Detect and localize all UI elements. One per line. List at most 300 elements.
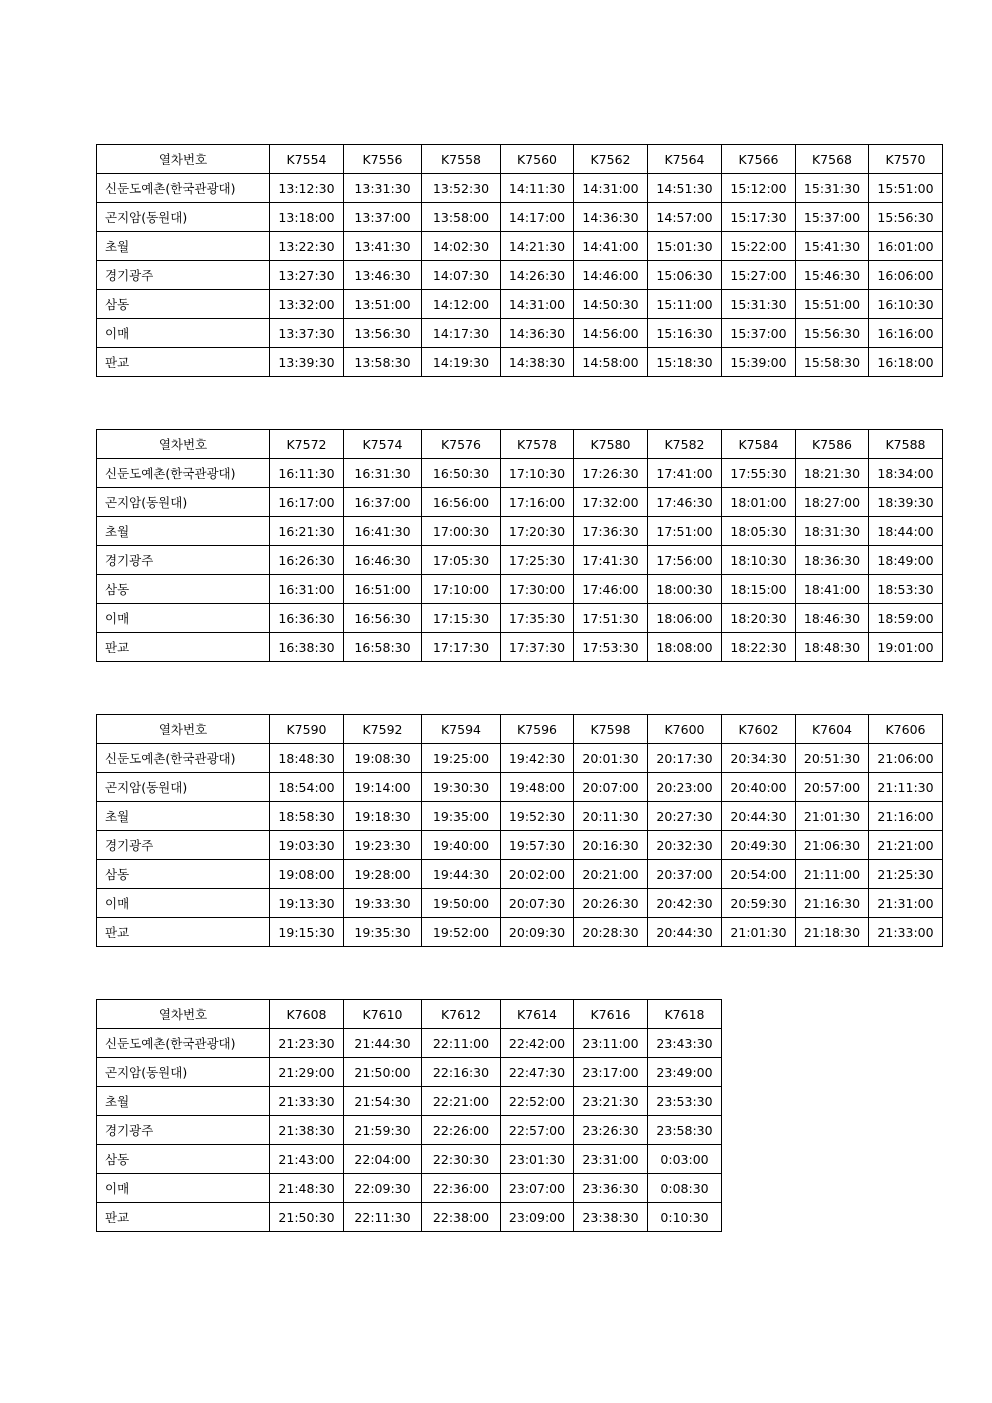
departure-time: 17:46:00 (574, 575, 648, 604)
departure-time: 21:54:30 (344, 1087, 422, 1116)
departure-time: 17:37:30 (501, 633, 574, 662)
departure-time: 20:21:00 (574, 860, 648, 889)
departure-time: 17:16:00 (501, 488, 574, 517)
departure-time: 21:25:30 (869, 860, 943, 889)
departure-time: 15:06:30 (648, 261, 722, 290)
station-name: 초월 (97, 232, 270, 261)
departure-time: 22:57:00 (501, 1116, 574, 1145)
departure-time: 16:51:00 (344, 575, 422, 604)
departure-time: 13:37:00 (344, 203, 422, 232)
station-name: 곤지암(동원대) (97, 488, 270, 517)
departure-time: 0:03:00 (648, 1145, 722, 1174)
departure-time: 15:56:30 (796, 319, 869, 348)
station-name: 신둔도예촌(한국관광대) (97, 174, 270, 203)
departure-time: 13:18:00 (270, 203, 344, 232)
departure-time: 18:22:30 (722, 633, 796, 662)
header-label: 열차번호 (97, 715, 270, 744)
departure-time: 18:05:30 (722, 517, 796, 546)
departure-time: 19:33:30 (344, 889, 422, 918)
train-number: K7612 (422, 1000, 501, 1029)
train-number: K7560 (501, 145, 574, 174)
departure-time: 15:58:30 (796, 348, 869, 377)
departure-time: 20:40:00 (722, 773, 796, 802)
station-name: 삼동 (97, 290, 270, 319)
departure-time: 14:50:30 (574, 290, 648, 319)
table-row (97, 1174, 722, 1203)
station-name: 곤지암(동원대) (97, 773, 270, 802)
departure-time: 18:36:30 (796, 546, 869, 575)
departure-time: 22:09:30 (344, 1174, 422, 1203)
departure-time: 17:10:00 (422, 575, 501, 604)
departure-time: 22:16:30 (422, 1058, 501, 1087)
departure-time: 15:16:30 (648, 319, 722, 348)
station-name: 판교 (97, 918, 270, 947)
station-name: 판교 (97, 1203, 270, 1232)
departure-time: 19:08:30 (344, 744, 422, 773)
departure-time: 16:06:00 (869, 261, 943, 290)
departure-time: 18:41:00 (796, 575, 869, 604)
departure-time: 16:56:00 (422, 488, 501, 517)
departure-time: 21:06:00 (869, 744, 943, 773)
departure-time: 17:41:30 (574, 546, 648, 575)
train-number: K7576 (422, 430, 501, 459)
departure-time: 16:50:30 (422, 459, 501, 488)
departure-time: 14:02:30 (422, 232, 501, 261)
train-number: K7568 (796, 145, 869, 174)
departure-time: 15:11:00 (648, 290, 722, 319)
departure-time: 18:27:00 (796, 488, 869, 517)
departure-time: 14:41:00 (574, 232, 648, 261)
departure-time: 17:00:30 (422, 517, 501, 546)
departure-time: 18:00:30 (648, 575, 722, 604)
departure-time: 18:06:00 (648, 604, 722, 633)
station-name: 초월 (97, 517, 270, 546)
station-name: 판교 (97, 348, 270, 377)
departure-time: 22:30:30 (422, 1145, 501, 1174)
departure-time: 20:01:30 (574, 744, 648, 773)
station-name: 경기광주 (97, 831, 270, 860)
departure-time: 13:56:30 (344, 319, 422, 348)
departure-time: 16:21:30 (270, 517, 344, 546)
timetable-2 (96, 429, 943, 662)
train-number: K7566 (722, 145, 796, 174)
departure-time: 20:54:00 (722, 860, 796, 889)
departure-time: 21:59:30 (344, 1116, 422, 1145)
departure-time: 19:01:00 (869, 633, 943, 662)
departure-time: 18:01:00 (722, 488, 796, 517)
train-number: K7554 (270, 145, 344, 174)
departure-time: 14:38:30 (501, 348, 574, 377)
table-row (97, 348, 943, 377)
departure-time: 19:44:30 (422, 860, 501, 889)
departure-time: 17:05:30 (422, 546, 501, 575)
departure-time: 16:36:30 (270, 604, 344, 633)
table-row (97, 918, 943, 947)
departure-time: 13:27:30 (270, 261, 344, 290)
departure-time: 18:10:30 (722, 546, 796, 575)
departure-time: 13:52:30 (422, 174, 501, 203)
station-name: 이매 (97, 1174, 270, 1203)
departure-time: 15:27:00 (722, 261, 796, 290)
departure-time: 21:43:00 (270, 1145, 344, 1174)
departure-time: 20:44:30 (722, 802, 796, 831)
departure-time: 14:56:00 (574, 319, 648, 348)
departure-time: 18:54:00 (270, 773, 344, 802)
header-row (97, 715, 943, 744)
departure-time: 15:41:30 (796, 232, 869, 261)
departure-time: 16:56:30 (344, 604, 422, 633)
train-number: K7600 (648, 715, 722, 744)
departure-time: 20:59:30 (722, 889, 796, 918)
departure-time: 20:27:30 (648, 802, 722, 831)
departure-time: 20:42:30 (648, 889, 722, 918)
departure-time: 22:47:30 (501, 1058, 574, 1087)
station-name: 신둔도예촌(한국관광대) (97, 744, 270, 773)
table-row (97, 604, 943, 633)
train-number: K7562 (574, 145, 648, 174)
departure-time: 16:11:30 (270, 459, 344, 488)
header-row (97, 430, 943, 459)
departure-time: 23:21:30 (574, 1087, 648, 1116)
departure-time: 16:16:00 (869, 319, 943, 348)
departure-time: 17:51:00 (648, 517, 722, 546)
departure-time: 0:08:30 (648, 1174, 722, 1203)
departure-time: 19:08:00 (270, 860, 344, 889)
departure-time: 17:56:00 (648, 546, 722, 575)
train-number: K7556 (344, 145, 422, 174)
departure-time: 19:52:00 (422, 918, 501, 947)
departure-time: 21:33:00 (869, 918, 943, 947)
departure-time: 17:51:30 (574, 604, 648, 633)
departure-time: 19:35:00 (422, 802, 501, 831)
departure-time: 18:48:30 (796, 633, 869, 662)
departure-time: 22:04:00 (344, 1145, 422, 1174)
departure-time: 13:22:30 (270, 232, 344, 261)
departure-time: 17:26:30 (574, 459, 648, 488)
departure-time: 17:35:30 (501, 604, 574, 633)
departure-time: 14:12:00 (422, 290, 501, 319)
departure-time: 16:37:00 (344, 488, 422, 517)
departure-time: 14:36:30 (501, 319, 574, 348)
departure-time: 14:07:30 (422, 261, 501, 290)
departure-time: 20:02:00 (501, 860, 574, 889)
table-row (97, 1029, 722, 1058)
departure-time: 21:29:00 (270, 1058, 344, 1087)
table-row (97, 488, 943, 517)
table-row (97, 546, 943, 575)
train-number: K7608 (270, 1000, 344, 1029)
train-number: K7602 (722, 715, 796, 744)
departure-time: 15:01:30 (648, 232, 722, 261)
station-name: 신둔도예촌(한국관광대) (97, 1029, 270, 1058)
departure-time: 22:26:00 (422, 1116, 501, 1145)
departure-time: 15:17:30 (722, 203, 796, 232)
departure-time: 18:46:30 (796, 604, 869, 633)
departure-time: 21:11:30 (869, 773, 943, 802)
departure-time: 17:41:00 (648, 459, 722, 488)
table-row (97, 1087, 722, 1116)
departure-time: 19:18:30 (344, 802, 422, 831)
departure-time: 13:37:30 (270, 319, 344, 348)
departure-time: 16:18:00 (869, 348, 943, 377)
departure-time: 20:32:30 (648, 831, 722, 860)
departure-time: 19:23:30 (344, 831, 422, 860)
departure-time: 20:17:30 (648, 744, 722, 773)
departure-time: 21:18:30 (796, 918, 869, 947)
table-row (97, 575, 943, 604)
departure-time: 13:31:30 (344, 174, 422, 203)
header-label: 열차번호 (97, 1000, 270, 1029)
departure-time: 19:25:00 (422, 744, 501, 773)
train-number: K7606 (869, 715, 943, 744)
departure-time: 22:52:00 (501, 1087, 574, 1116)
departure-time: 21:33:30 (270, 1087, 344, 1116)
departure-time: 17:10:30 (501, 459, 574, 488)
departure-time: 21:23:30 (270, 1029, 344, 1058)
station-name: 초월 (97, 802, 270, 831)
departure-time: 17:15:30 (422, 604, 501, 633)
departure-time: 19:15:30 (270, 918, 344, 947)
departure-time: 22:21:00 (422, 1087, 501, 1116)
departure-time: 22:36:00 (422, 1174, 501, 1203)
departure-time: 20:51:30 (796, 744, 869, 773)
departure-time: 17:32:00 (574, 488, 648, 517)
table-row (97, 773, 943, 802)
train-number: K7604 (796, 715, 869, 744)
departure-time: 19:52:30 (501, 802, 574, 831)
departure-time: 13:41:30 (344, 232, 422, 261)
timetable-1 (96, 144, 943, 377)
departure-time: 14:11:30 (501, 174, 574, 203)
departure-time: 21:38:30 (270, 1116, 344, 1145)
departure-time: 15:56:30 (869, 203, 943, 232)
departure-time: 21:50:30 (270, 1203, 344, 1232)
station-name: 이매 (97, 604, 270, 633)
departure-time: 17:53:30 (574, 633, 648, 662)
departure-time: 23:36:30 (574, 1174, 648, 1203)
station-name: 초월 (97, 1087, 270, 1116)
departure-time: 19:35:30 (344, 918, 422, 947)
departure-time: 20:09:30 (501, 918, 574, 947)
departure-time: 17:17:30 (422, 633, 501, 662)
departure-time: 14:21:30 (501, 232, 574, 261)
departure-time: 20:49:30 (722, 831, 796, 860)
departure-time: 20:16:30 (574, 831, 648, 860)
train-number: K7558 (422, 145, 501, 174)
train-number: K7596 (501, 715, 574, 744)
departure-time: 18:48:30 (270, 744, 344, 773)
departure-time: 15:37:00 (796, 203, 869, 232)
departure-time: 19:14:00 (344, 773, 422, 802)
train-number: K7588 (869, 430, 943, 459)
header-row (97, 145, 943, 174)
departure-time: 18:39:30 (869, 488, 943, 517)
departure-time: 20:57:00 (796, 773, 869, 802)
departure-time: 15:31:30 (722, 290, 796, 319)
table-row (97, 1145, 722, 1174)
departure-time: 16:31:00 (270, 575, 344, 604)
table-row (97, 831, 943, 860)
departure-time: 14:46:00 (574, 261, 648, 290)
departure-time: 23:31:00 (574, 1145, 648, 1174)
train-number: K7594 (422, 715, 501, 744)
departure-time: 22:42:00 (501, 1029, 574, 1058)
departure-time: 18:34:00 (869, 459, 943, 488)
train-number: K7578 (501, 430, 574, 459)
departure-time: 15:51:00 (869, 174, 943, 203)
train-number: K7574 (344, 430, 422, 459)
station-name: 삼동 (97, 575, 270, 604)
departure-time: 16:46:30 (344, 546, 422, 575)
train-number: K7572 (270, 430, 344, 459)
departure-time: 20:34:30 (722, 744, 796, 773)
departure-time: 18:21:30 (796, 459, 869, 488)
departure-time: 15:18:30 (648, 348, 722, 377)
departure-time: 13:51:00 (344, 290, 422, 319)
departure-time: 23:38:30 (574, 1203, 648, 1232)
departure-time: 17:36:30 (574, 517, 648, 546)
departure-time: 17:46:30 (648, 488, 722, 517)
table-row (97, 517, 943, 546)
station-name: 곤지암(동원대) (97, 1058, 270, 1087)
departure-time: 17:25:30 (501, 546, 574, 575)
departure-time: 19:30:30 (422, 773, 501, 802)
departure-time: 22:38:00 (422, 1203, 501, 1232)
departure-time: 13:58:00 (422, 203, 501, 232)
departure-time: 21:21:00 (869, 831, 943, 860)
departure-time: 15:12:00 (722, 174, 796, 203)
station-name: 경기광주 (97, 261, 270, 290)
departure-time: 16:58:30 (344, 633, 422, 662)
train-number: K7592 (344, 715, 422, 744)
station-name: 경기광주 (97, 1116, 270, 1145)
departure-time: 18:58:30 (270, 802, 344, 831)
train-number: K7598 (574, 715, 648, 744)
departure-time: 15:39:00 (722, 348, 796, 377)
station-name: 삼동 (97, 1145, 270, 1174)
table-row (97, 744, 943, 773)
departure-time: 21:01:30 (796, 802, 869, 831)
timetable-3 (96, 714, 943, 947)
departure-time: 18:53:30 (869, 575, 943, 604)
train-number: K7564 (648, 145, 722, 174)
departure-time: 19:13:30 (270, 889, 344, 918)
departure-time: 19:48:00 (501, 773, 574, 802)
table-row (97, 261, 943, 290)
departure-time: 16:38:30 (270, 633, 344, 662)
table-row (97, 174, 943, 203)
departure-time: 23:58:30 (648, 1116, 722, 1145)
departure-time: 18:15:00 (722, 575, 796, 604)
departure-time: 23:43:30 (648, 1029, 722, 1058)
departure-time: 20:28:30 (574, 918, 648, 947)
departure-time: 21:44:30 (344, 1029, 422, 1058)
station-name: 삼동 (97, 860, 270, 889)
departure-time: 19:42:30 (501, 744, 574, 773)
train-number: K7610 (344, 1000, 422, 1029)
timetable-4 (96, 999, 722, 1232)
header-label: 열차번호 (97, 430, 270, 459)
departure-time: 17:30:00 (501, 575, 574, 604)
departure-time: 23:17:00 (574, 1058, 648, 1087)
table-row (97, 232, 943, 261)
departure-time: 21:11:00 (796, 860, 869, 889)
departure-time: 0:10:30 (648, 1203, 722, 1232)
departure-time: 15:22:00 (722, 232, 796, 261)
table-row (97, 203, 943, 232)
departure-time: 23:53:30 (648, 1087, 722, 1116)
departure-time: 21:01:30 (722, 918, 796, 947)
departure-time: 23:26:30 (574, 1116, 648, 1145)
departure-time: 21:16:30 (796, 889, 869, 918)
departure-time: 16:10:30 (869, 290, 943, 319)
departure-time: 19:40:00 (422, 831, 501, 860)
departure-time: 13:12:30 (270, 174, 344, 203)
departure-time: 14:58:00 (574, 348, 648, 377)
departure-time: 15:37:00 (722, 319, 796, 348)
train-number: K7580 (574, 430, 648, 459)
departure-time: 14:31:00 (501, 290, 574, 319)
departure-time: 17:20:30 (501, 517, 574, 546)
departure-time: 20:26:30 (574, 889, 648, 918)
train-number: K7618 (648, 1000, 722, 1029)
departure-time: 23:49:00 (648, 1058, 722, 1087)
departure-time: 21:16:00 (869, 802, 943, 831)
station-name: 이매 (97, 319, 270, 348)
train-number: K7614 (501, 1000, 574, 1029)
station-name: 이매 (97, 889, 270, 918)
departure-time: 18:08:00 (648, 633, 722, 662)
departure-time: 13:32:00 (270, 290, 344, 319)
departure-time: 14:57:00 (648, 203, 722, 232)
station-name: 곤지암(동원대) (97, 203, 270, 232)
table-row (97, 290, 943, 319)
departure-time: 19:57:30 (501, 831, 574, 860)
departure-time: 14:17:30 (422, 319, 501, 348)
departure-time: 15:51:00 (796, 290, 869, 319)
station-name: 경기광주 (97, 546, 270, 575)
departure-time: 23:11:00 (574, 1029, 648, 1058)
departure-time: 14:31:00 (574, 174, 648, 203)
train-number: K7584 (722, 430, 796, 459)
table-row (97, 319, 943, 348)
train-number: K7582 (648, 430, 722, 459)
departure-time: 13:46:30 (344, 261, 422, 290)
departure-time: 23:01:30 (501, 1145, 574, 1174)
departure-time: 18:44:00 (869, 517, 943, 546)
departure-time: 16:41:30 (344, 517, 422, 546)
departure-time: 15:31:30 (796, 174, 869, 203)
departure-time: 22:11:00 (422, 1029, 501, 1058)
train-number: K7586 (796, 430, 869, 459)
departure-time: 19:28:00 (344, 860, 422, 889)
departure-time: 14:19:30 (422, 348, 501, 377)
departure-time: 16:31:30 (344, 459, 422, 488)
departure-time: 20:07:00 (574, 773, 648, 802)
departure-time: 20:11:30 (574, 802, 648, 831)
departure-time: 19:50:00 (422, 889, 501, 918)
table-row (97, 1203, 722, 1232)
header-label: 열차번호 (97, 145, 270, 174)
table-row (97, 889, 943, 918)
departure-time: 18:59:00 (869, 604, 943, 633)
departure-time: 18:49:00 (869, 546, 943, 575)
train-number: K7590 (270, 715, 344, 744)
train-number: K7570 (869, 145, 943, 174)
departure-time: 19:03:30 (270, 831, 344, 860)
departure-time: 23:07:00 (501, 1174, 574, 1203)
departure-time: 14:51:30 (648, 174, 722, 203)
